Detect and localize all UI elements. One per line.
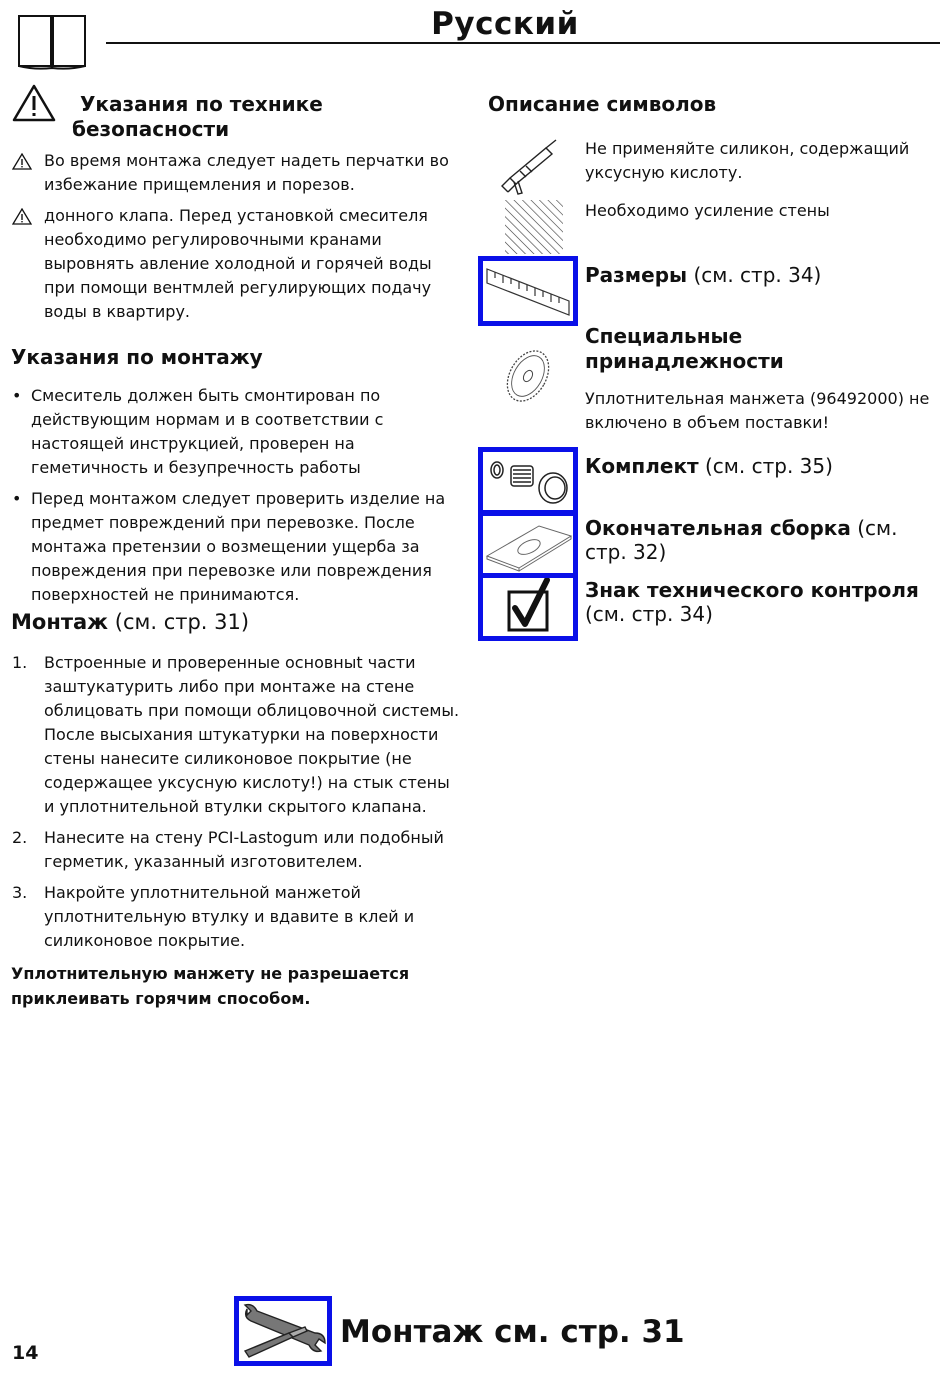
- special-accessories-text: Уплотнительная манжета (96492000) не включено в объем поставки!: [585, 389, 930, 432]
- footer-mounting-reference: Монтаж см. стр. 31: [340, 1314, 685, 1350]
- safety-item: донного клапа. Перед установкой смесителя необходимо регулировочными кранами выровнять авление холодной и горячей воды при помощи вентмлей регулирующих подачу воды в квартиру.: [12, 204, 462, 324]
- mounting-step: 3. Накройте уплотнительной манжетой уплотнительную втулку и вдавите в клей и силиконовое покрытие.: [12, 883, 415, 950]
- kit-heading: Комплект (см. стр. 35): [585, 454, 833, 478]
- symbols-title: Описание символов: [488, 92, 717, 116]
- seal-disc-icon: [500, 345, 556, 407]
- symbol-wall-text: Необходимо усиление стены: [585, 201, 830, 220]
- final-assembly-symbol-box: [478, 511, 578, 579]
- inspection-heading: Знак технического контроля (см. стр. 34): [585, 578, 919, 626]
- warning-icon: [12, 208, 32, 225]
- silicone-gun-icon: [496, 138, 560, 196]
- mounting-note: Уплотнительную манжету не разрешается приклеивать горячим способом.: [11, 964, 410, 1008]
- safety-title: Указания по технике безопасности: [72, 92, 323, 141]
- dimensions-heading: Размеры (см. стр. 34): [585, 263, 822, 287]
- mounting-title: Монтаж (см. стр. 31): [11, 610, 250, 634]
- list-item: • Смеситель должен быть смонтирован по действующим нормам и в соответствии с настоящей инструкцией, проверен на геметичность и безупречность работы: [12, 386, 384, 477]
- mounting-step: 1. Встроенные и проверенные основныt части заштукатурить либо при монтаже на стене облицовать при помощи облицовочной системы. После высыхания штукатурки на поверхности стены нанесите силиконовое покрытие (не содержащее уксусную кислоту!) на стык стены и уплотнительной втулки скрытого клапана.: [12, 653, 460, 816]
- list-item: • Перед монтажом следует проверить изделие на предмет повреждений при перевозке. После монтажа претензии о возмещении ущерба за повреждения при перевозке или повреждения поверхностей не принимаются.: [12, 489, 446, 604]
- dimensions-symbol-box: [478, 256, 578, 326]
- symbol-silicone-text: Не применяйте силикон, содержащий уксусную кислоту.: [585, 139, 910, 182]
- final-assembly-heading: Окончательная сборка (см. стр. 32): [585, 516, 898, 564]
- ruler-icon: [483, 261, 573, 321]
- language-title: Русский: [431, 6, 579, 42]
- bullet-dot: •: [12, 489, 22, 508]
- special-accessories-heading: Специальные принадлежности: [585, 324, 784, 373]
- kit-parts-icon: [483, 452, 573, 510]
- installation-title: Указания по монтажу: [11, 345, 263, 369]
- warning-icon: [12, 153, 32, 170]
- mounting-step: 2. Нанесите на стену PCI-Lastogum или подобный герметик, указанный изготовителем.: [12, 828, 444, 871]
- checkmark-icon: [483, 578, 573, 636]
- bullet-dot: •: [12, 386, 22, 405]
- wrench-screwdriver-icon: [239, 1301, 327, 1361]
- page-number: 14: [12, 1342, 39, 1364]
- kit-symbol-box: [478, 447, 578, 515]
- warning-icon: [12, 84, 56, 122]
- safety-item: Во время монтажа следует надеть перчатки во избежание прищемления и порезов.: [12, 149, 462, 197]
- tools-symbol-box: [234, 1296, 332, 1366]
- header-rule: [106, 42, 940, 44]
- wall-hatch-icon: [505, 200, 563, 254]
- final-assembly-plate-icon: [483, 516, 573, 574]
- inspection-symbol-box: [478, 573, 578, 641]
